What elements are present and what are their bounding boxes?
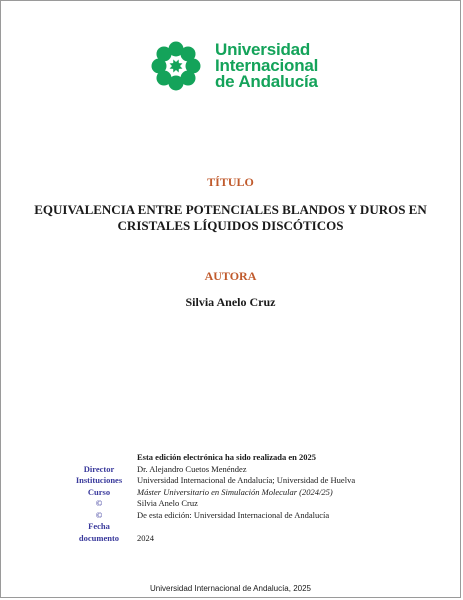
meta-value: Silvia Anelo Cruz [137,498,198,508]
edition-metadata [67,452,355,544]
logo-wordmark [215,42,318,90]
logo-line-3: de Andalucía [215,72,318,91]
meta-row-copyright-edition [67,510,355,522]
author-name: Silvia Anelo Cruz [185,295,276,309]
thesis-title-line-1: EQUIVALENCIA ENTRE POTENCIALES BLANDOS Y DUROS EN [34,202,427,217]
meta-value: Dr. Alejandro Cuetos Menéndez [137,463,247,474]
edition-heading: Esta edición electrónica ha sido realizada en 2025 [137,452,317,462]
meta-value: 2024 [137,532,154,543]
meta-value: Universidad Internacional de Andalucía; Universidad de Huelva [137,475,356,485]
meta-label: © [95,498,103,508]
page-footer: Universidad Internacional de Andalucía, 2025 [150,584,311,593]
meta-row-date [67,533,355,545]
logo-line-2: Internacional [215,56,319,75]
meta-label: Director [83,463,115,474]
meta-row-institutions [67,475,355,487]
university-logo [149,39,318,93]
meta-label: © [95,509,103,520]
logo-line-1: Universidad [215,40,311,59]
thesis-title-line-2: CRISTALES LÍQUIDOS DISCÓTICOS [117,218,344,233]
star-rosette-icon [149,39,203,93]
meta-label: Fecha [88,521,110,531]
meta-label: Instituciones [75,475,123,485]
thesis-title [1,202,460,234]
meta-label: documento [78,532,120,543]
meta-value: De esta edición: Universidad Internacional de Andalucía [137,509,330,520]
meta-row-copyright-author [67,498,355,510]
meta-row-date-label [67,521,355,533]
author-label: AUTORA [204,269,257,283]
meta-label: Curso [87,486,111,497]
meta-row-course [67,487,355,499]
meta-row-director [67,464,355,476]
meta-value: Máster Universitario en Simulación Molecular (2024/25) [137,486,333,497]
title-label: TÍTULO [207,175,254,189]
